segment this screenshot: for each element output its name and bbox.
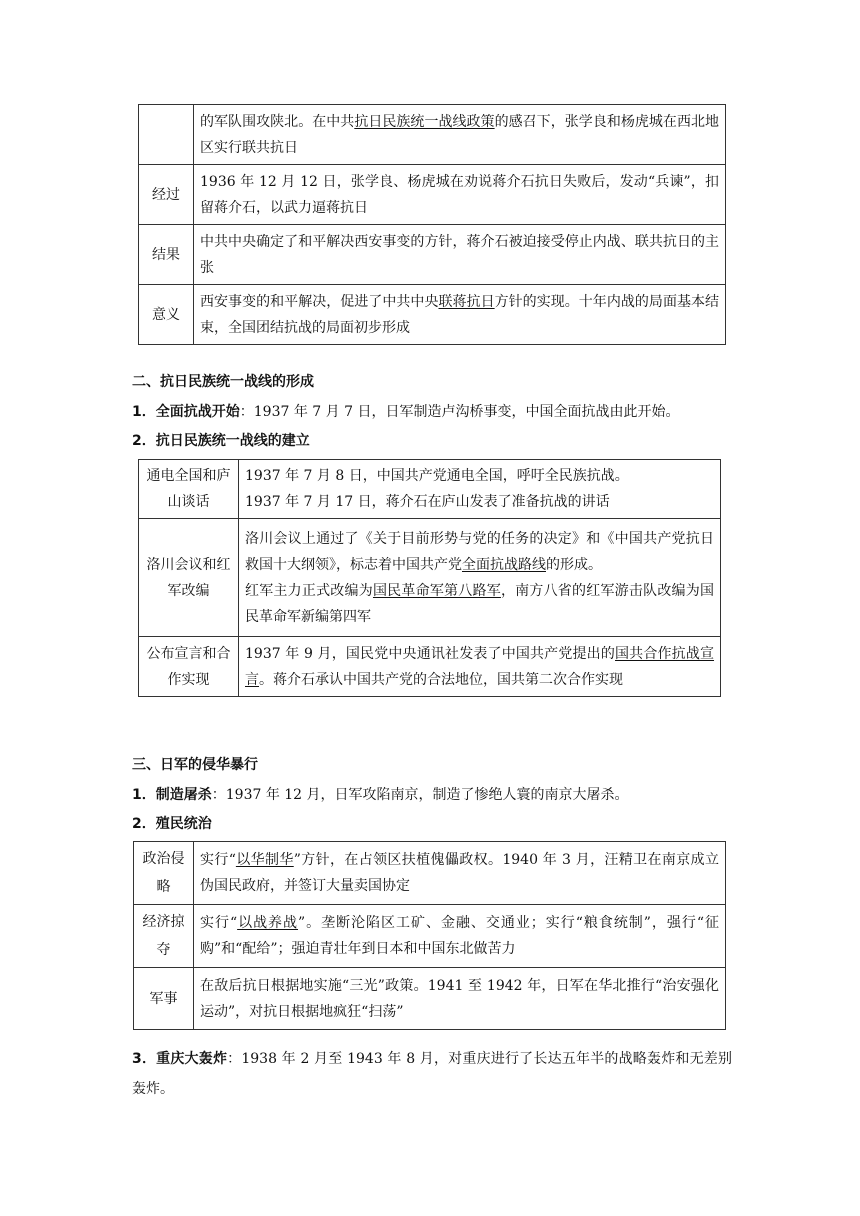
row-key: 经济掠夺 [134, 905, 194, 968]
row-key: 洛川会议和红军改编 [139, 519, 239, 637]
underlined-term: 抗日民族统一战线政策 [354, 113, 495, 130]
colonial-rule-table [133, 841, 726, 1030]
section-heading: 二、抗日民族统一战线的形成 [132, 374, 314, 390]
table-row: 结果 中共中央确定了和平解决西安事变的方针，蒋介石被迫接受停止内战、联共抗日的主张 [139, 225, 726, 285]
underlined-term: 以战养战 [237, 915, 299, 931]
row-key: 结果 [139, 225, 194, 285]
row-key: 政治侵略 [134, 842, 194, 905]
underlined-term: 联蒋抗日 [438, 293, 495, 310]
row-key [139, 105, 194, 165]
sub-heading: 2．殖民统治 [132, 816, 212, 832]
table-row: 通电全国和庐山谈话 1937 年 7 月 8 日，中国共产党通电全国，呼吁全民族抗战。 1937 年 7 月 17 日，蒋介石在庐山发表了准备抗战的讲话 [139, 460, 721, 519]
row-key: 意义 [139, 285, 194, 345]
underlined-term: 全面抗战路线 [462, 556, 546, 573]
underlined-term: 以华制华 [235, 852, 294, 868]
row-key: 公布宣言和合作实现 [139, 637, 239, 697]
underlined-term: 国共合作抗战宣言 [245, 645, 715, 688]
section-heading: 三、日军的侵华暴行 [132, 757, 258, 773]
table-row: 政治侵略 实行“以华制华”方针，在占领区扶植傀儡政权。1940 年 3 月，汪精卫在南京成立伪国民政府，并签订大量卖国协定 [134, 842, 726, 905]
paragraph: 3．重庆大轰炸：1938 年 2 月至 1943 年 8 月，对重庆进行了长达五年半的战略轰炸和无差别轰炸。 [132, 1051, 732, 1097]
xian-incident-table [138, 104, 726, 345]
row-key: 军事 [134, 968, 194, 1030]
table-row: 洛川会议和红军改编 洛川会议上通过了《关于目前形势与党的任务的决定》和《中国共产党抗日救国十大纲领》，标志着中国共产党全面抗战路线的形成。 红军主力正式改编为国民革命军第八路军，南方八省的红军游击队改编为国民革命军新编第四军 [139, 519, 721, 637]
united-front-table [138, 459, 721, 697]
row-key: 经过 [139, 165, 194, 225]
table-row: 公布宣言和合作实现 1937 年 9 月，国民党中央通讯社发表了中国共产党提出的国共合作抗战宣言。蒋介石承认中国共产党的合法地位，国共第二次合作实现 [139, 637, 721, 697]
row-key: 通电全国和庐山谈话 [139, 460, 239, 519]
underlined-term: 国民革命军第八路军 [372, 582, 501, 599]
table-row: 意义 西安事变的和平解决，促进了中共中央联蒋抗日方针的实现。十年内战的局面基本结束，全国团结抗战的局面初步形成 [139, 285, 726, 345]
paragraph: 1．全面抗战开始：1937 年 7 月 7 日，日军制造卢沟桥事变，中国全面抗战由此开始。 [132, 404, 680, 420]
table-row: 的军队围攻陕北。在中共抗日民族统一战线政策的感召下，张学良和杨虎城在西北地区实行联共抗日 [139, 105, 726, 165]
sub-heading: 2．抗日民族统一战线的建立 [132, 433, 310, 449]
table-row: 军事 在敌后抗日根据地实施“三光”政策。1941 至 1942 年，日军在华北推行“治安强化运动”，对抗日根据地疯狂“扫荡” [134, 968, 726, 1030]
table-row: 经过 1936 年 12 月 12 日，张学良、杨虎城在劝说蒋介石抗日失败后，发动“兵谏”，扣留蒋介石，以武力逼蒋抗日 [139, 165, 726, 225]
paragraph: 1．制造屠杀：1937 年 12 月，日军攻陷南京，制造了惨绝人寰的南京大屠杀。 [132, 787, 629, 803]
table-row: 经济掠夺 实行“以战养战”。垄断沦陷区工矿、金融、交通业；实行“粮食统制”，强行“征购”和“配给”；强迫青壮年到日本和中国东北做苦力 [134, 905, 726, 968]
